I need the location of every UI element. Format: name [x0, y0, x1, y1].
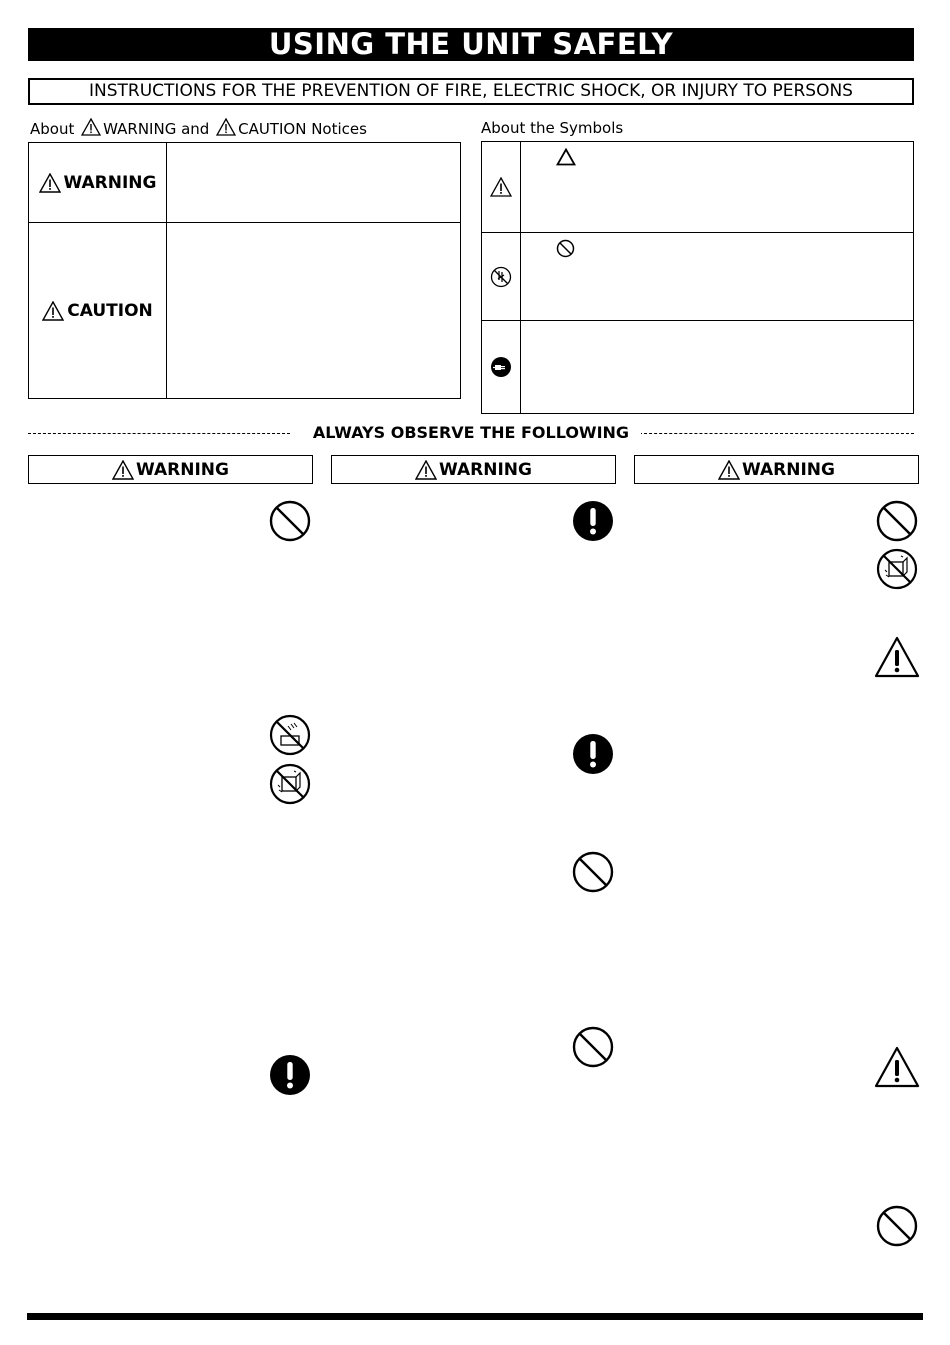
- column-1-header-label: WARNING: [136, 459, 229, 480]
- warning-label: WARNING: [63, 172, 157, 193]
- warning-triangle-icon: [718, 460, 740, 480]
- symbol-cell: [482, 321, 521, 413]
- observe-heading-wrap: [28, 424, 914, 442]
- column-2-header-label: WARNING: [439, 459, 532, 480]
- required-action-icon: [572, 733, 614, 775]
- prohibited-circle-icon: [572, 1026, 614, 1068]
- prohibited-circle-icon: [269, 500, 311, 542]
- warning-triangle-icon: [216, 118, 236, 136]
- symbol-row-warning: [482, 142, 913, 233]
- no-children-icon: [269, 763, 311, 805]
- caution-notice-row: [29, 223, 460, 398]
- column-3-warning-header: [634, 455, 919, 484]
- notice-table: [28, 142, 461, 399]
- warning-triangle-icon: [415, 460, 437, 480]
- column-1-warning-header: [28, 455, 313, 484]
- no-children-icon: [876, 548, 918, 590]
- bottom-rule: [27, 1313, 923, 1320]
- symbol-table: [481, 141, 914, 414]
- caution-label: CAUTION: [67, 300, 153, 321]
- observe-heading: ALWAYS OBSERVE THE FOLLOWING: [301, 423, 641, 442]
- prohibited-circle-icon: [876, 500, 918, 542]
- column-3-header-label: WARNING: [742, 459, 835, 480]
- prohibited-circle-icon: [572, 851, 614, 893]
- warning-triangle-icon: [874, 1046, 920, 1088]
- warning-triangle-icon: [490, 177, 512, 197]
- about-warning-word: WARNING and: [103, 120, 210, 138]
- prohibited-circle-icon: [556, 239, 575, 258]
- about-prefix: About: [30, 120, 75, 138]
- no-water-icon: [269, 714, 311, 756]
- about-caution-word: CAUTION Notices: [238, 120, 367, 138]
- warning-triangle-icon: [112, 460, 134, 480]
- no-disassemble-icon: [490, 266, 512, 288]
- warning-label-cell: [29, 143, 167, 222]
- caution-triangle-icon: [556, 148, 576, 166]
- caution-label-cell: [29, 223, 167, 398]
- warning-triangle-icon: [39, 173, 61, 193]
- symbol-cell: [482, 142, 521, 232]
- warning-triangle-icon: [42, 301, 64, 321]
- required-action-icon: [572, 500, 614, 542]
- warning-notice-row: [29, 143, 460, 223]
- about-notices-heading: [30, 118, 367, 138]
- required-action-icon: [269, 1054, 311, 1096]
- instructions-banner: INSTRUCTIONS FOR THE PREVENTION OF FIRE, ELECTRIC SHOCK, OR INJURY TO PERSONS: [28, 78, 914, 105]
- warning-triangle-icon: [874, 636, 920, 678]
- column-2-warning-header: [331, 455, 616, 484]
- symbol-row-required: [482, 321, 913, 413]
- about-symbols-heading: About the Symbols: [481, 119, 624, 137]
- symbol-row-prohibited: [482, 233, 913, 321]
- observe-heading-row: [28, 424, 914, 442]
- prohibited-circle-icon: [876, 1205, 918, 1247]
- page-title: USING THE UNIT SAFELY: [28, 28, 914, 61]
- warning-triangle-icon: [81, 118, 101, 136]
- symbol-cell: [482, 233, 521, 320]
- unplug-icon: [490, 356, 512, 378]
